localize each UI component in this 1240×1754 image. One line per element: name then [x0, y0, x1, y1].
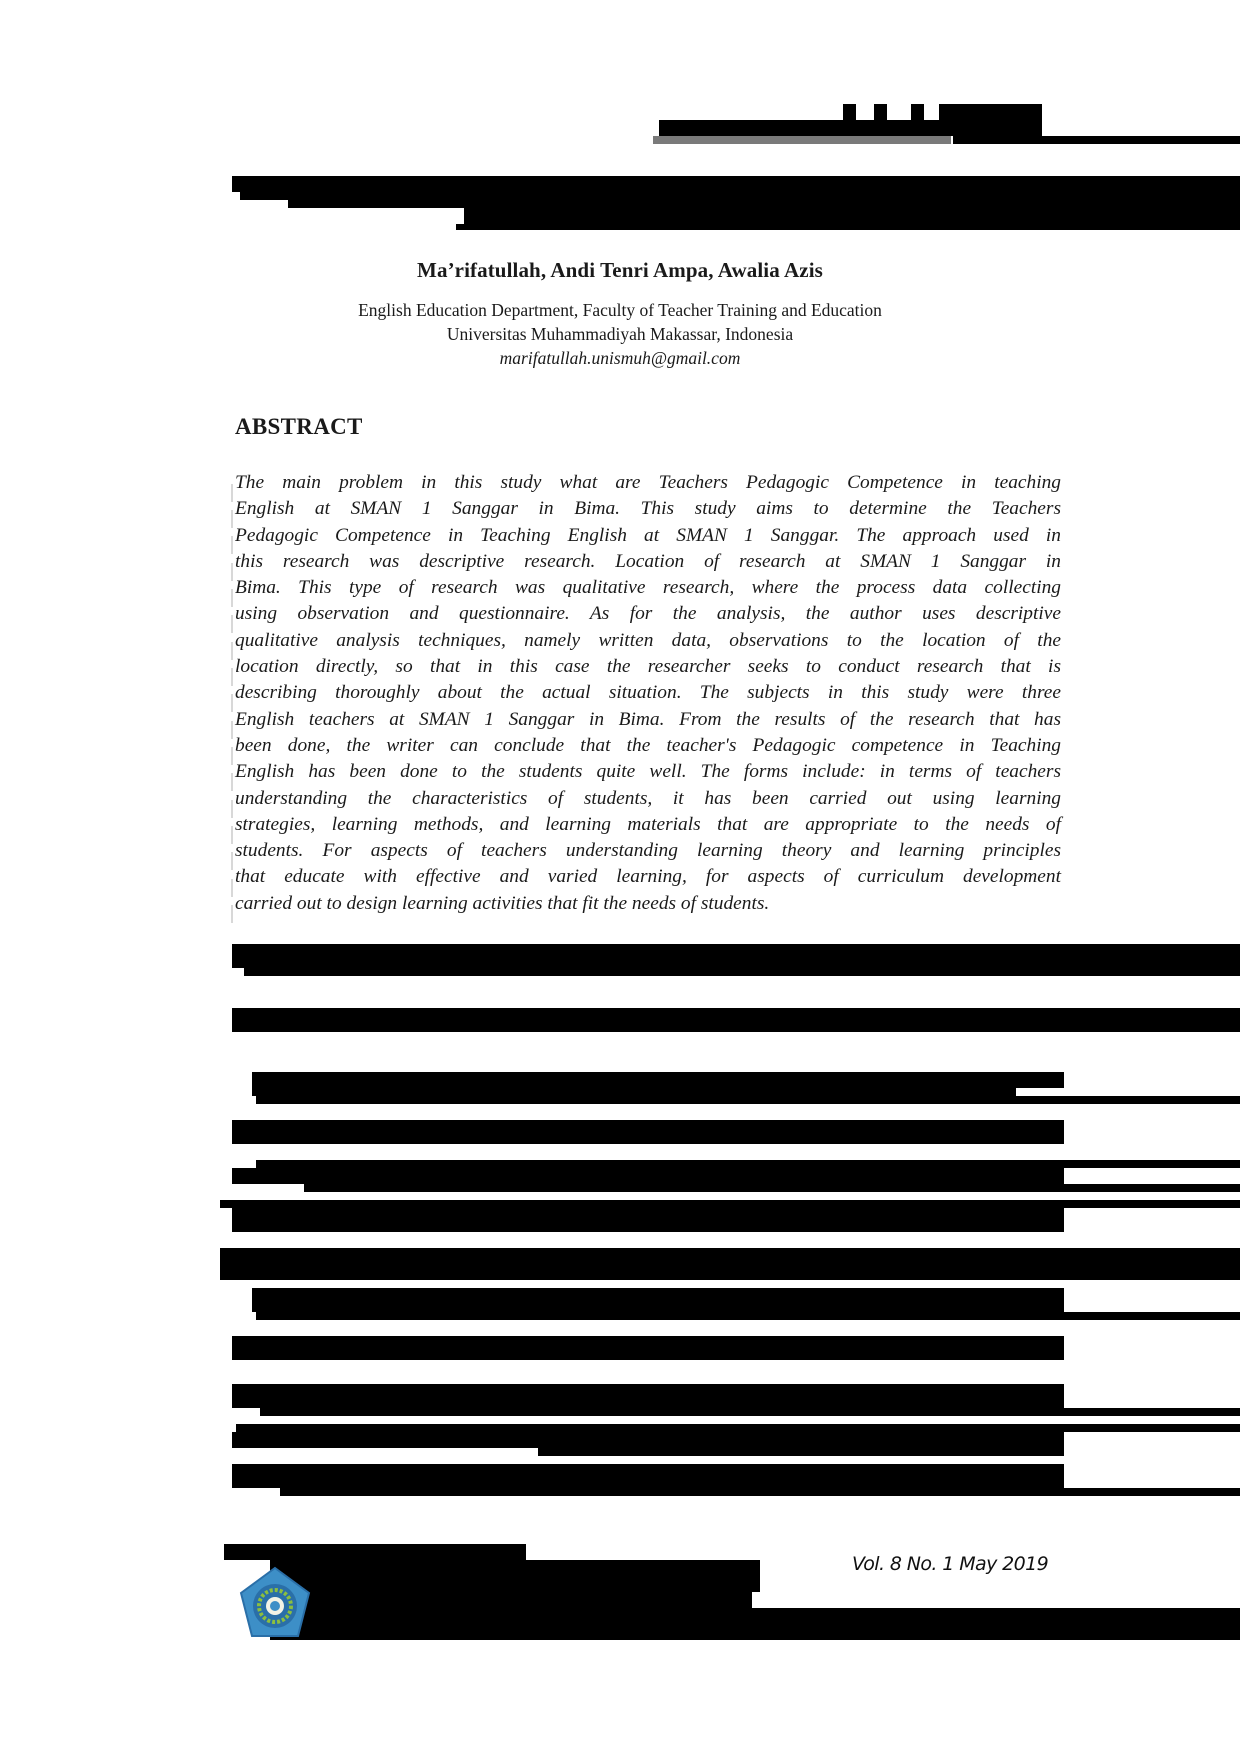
redaction-bar — [260, 1408, 1240, 1416]
margin-mark — [231, 668, 233, 686]
redaction-bar — [280, 1488, 1240, 1496]
redaction-bar — [232, 176, 1240, 192]
redaction-bar — [224, 1544, 526, 1560]
redaction-bar — [220, 1248, 1240, 1280]
abstract-line: location directly, so that in this case the researcher seeks to conduct research that is — [235, 656, 1061, 678]
redaction-bar — [304, 1184, 1240, 1192]
abstract-line: been done, the writer can conclude that the teacher's Pedagogic competence in Teaching — [235, 734, 1061, 756]
abstract-line: describing thoroughly about the actual situation. The subjects in this study were three — [235, 682, 1061, 704]
margin-mark — [231, 826, 233, 844]
abstract-line: qualitative analysis techniques, namely written data, observations to the location of the — [235, 629, 1061, 651]
redaction-bar — [252, 1288, 1064, 1312]
margin-mark — [231, 800, 233, 818]
redaction-bar — [232, 1120, 1064, 1144]
margin-mark — [231, 852, 233, 870]
redaction-bar — [232, 1464, 1064, 1488]
affiliation-university: Universitas Muhammadiyah Makassar, Indonesia — [446, 324, 794, 344]
margin-mark — [231, 721, 233, 739]
abstract-line: The main problem in this study what are Teachers Pedagogic Competence in teaching — [235, 472, 1061, 493]
redaction-bar — [464, 208, 1240, 224]
margin-mark — [231, 536, 233, 554]
author-list: Ma’rifatullah, Andi Tenri Ampa, Awalia Azis — [417, 258, 823, 282]
margin-mark — [231, 615, 233, 633]
redaction-bar — [659, 120, 1042, 136]
redaction-bar — [456, 224, 1240, 230]
redaction-bar — [288, 200, 1240, 208]
redaction-bar — [320, 1608, 1240, 1640]
journal-volume-issue: Vol. 8 No. 1 May 2019 — [852, 1553, 1049, 1575]
redaction-bar — [252, 1072, 1016, 1096]
redaction-bar — [236, 1424, 1240, 1432]
redaction-bar — [220, 1200, 1240, 1208]
margin-mark — [231, 642, 233, 660]
affiliation-department: English Education Department, Faculty of Teacher Training and Education — [358, 300, 882, 320]
abstract-line: this research was descriptive research. Location of research at SMAN 1 Sanggar in — [235, 550, 1061, 572]
redaction-bar — [874, 104, 887, 120]
abstract-heading: ABSTRACT — [235, 414, 363, 439]
redaction-bar — [369, 1312, 1240, 1320]
redaction-bar — [939, 104, 1042, 120]
redaction-bar — [911, 104, 924, 120]
redaction-bar — [653, 136, 951, 144]
abstract-line: Pedagogic Competence in Teaching English at SMAN 1 Sanggar. The approach used in — [235, 524, 1061, 546]
redaction-bar — [240, 192, 1240, 200]
redaction-bar — [232, 1008, 1240, 1032]
margin-mark — [231, 510, 233, 528]
redaction-bar — [256, 1160, 1240, 1168]
redaction-bar — [304, 1560, 760, 1592]
abstract-line: that educate with effective and varied learning, for aspects of curriculum development — [235, 866, 1061, 888]
university-seal-icon — [238, 1566, 312, 1640]
redaction-bar — [232, 1336, 1064, 1360]
redaction-bar — [843, 104, 856, 120]
redaction-bar — [538, 1448, 1064, 1456]
abstract-line: using observation and questionnaire. As for the analysis, the author uses descriptive — [235, 603, 1061, 625]
author-email[interactable]: marifatullah.unismuh@gmail.com — [499, 348, 741, 368]
abstract-line: Bima. This type of research was qualitative research, where the process data collecting — [235, 577, 1061, 599]
abstract-line: English teachers at SMAN 1 Sanggar in Bima. From the results of the research that has — [235, 708, 1061, 730]
redaction-bar — [232, 1168, 1064, 1184]
abstract-line: strategies, learning methods, and learning materials that are appropriate to the needs of — [235, 813, 1061, 835]
redaction-bar — [232, 1384, 1064, 1408]
redaction-bar — [232, 1208, 1064, 1232]
margin-mark — [231, 484, 233, 502]
redaction-bar — [356, 1096, 1240, 1104]
margin-mark — [231, 694, 233, 712]
margin-mark — [231, 747, 233, 765]
redaction-bar — [953, 136, 1240, 144]
margin-mark — [231, 879, 233, 897]
redaction-bar — [232, 1432, 1064, 1448]
abstract-line: understanding the characteristics of students, it has been carried out using learning — [235, 787, 1061, 809]
margin-mark — [231, 589, 233, 607]
abstract-line: carried out to design learning activities that fit the needs of students. — [235, 892, 770, 914]
abstract-body — [235, 470, 1061, 917]
margin-mark — [231, 773, 233, 791]
margin-mark — [231, 905, 233, 923]
abstract-line: English at SMAN 1 Sanggar in Bima. This study aims to determine the Teachers — [235, 498, 1061, 520]
abstract-line: English has been done to the students quite well. The forms include: in terms of teachers — [235, 761, 1061, 783]
redaction-bar — [244, 968, 1240, 976]
redaction-bar — [232, 944, 1240, 968]
margin-mark — [231, 563, 233, 581]
abstract-line: students. For aspects of teachers understanding learning theory and learning principles — [235, 840, 1061, 862]
